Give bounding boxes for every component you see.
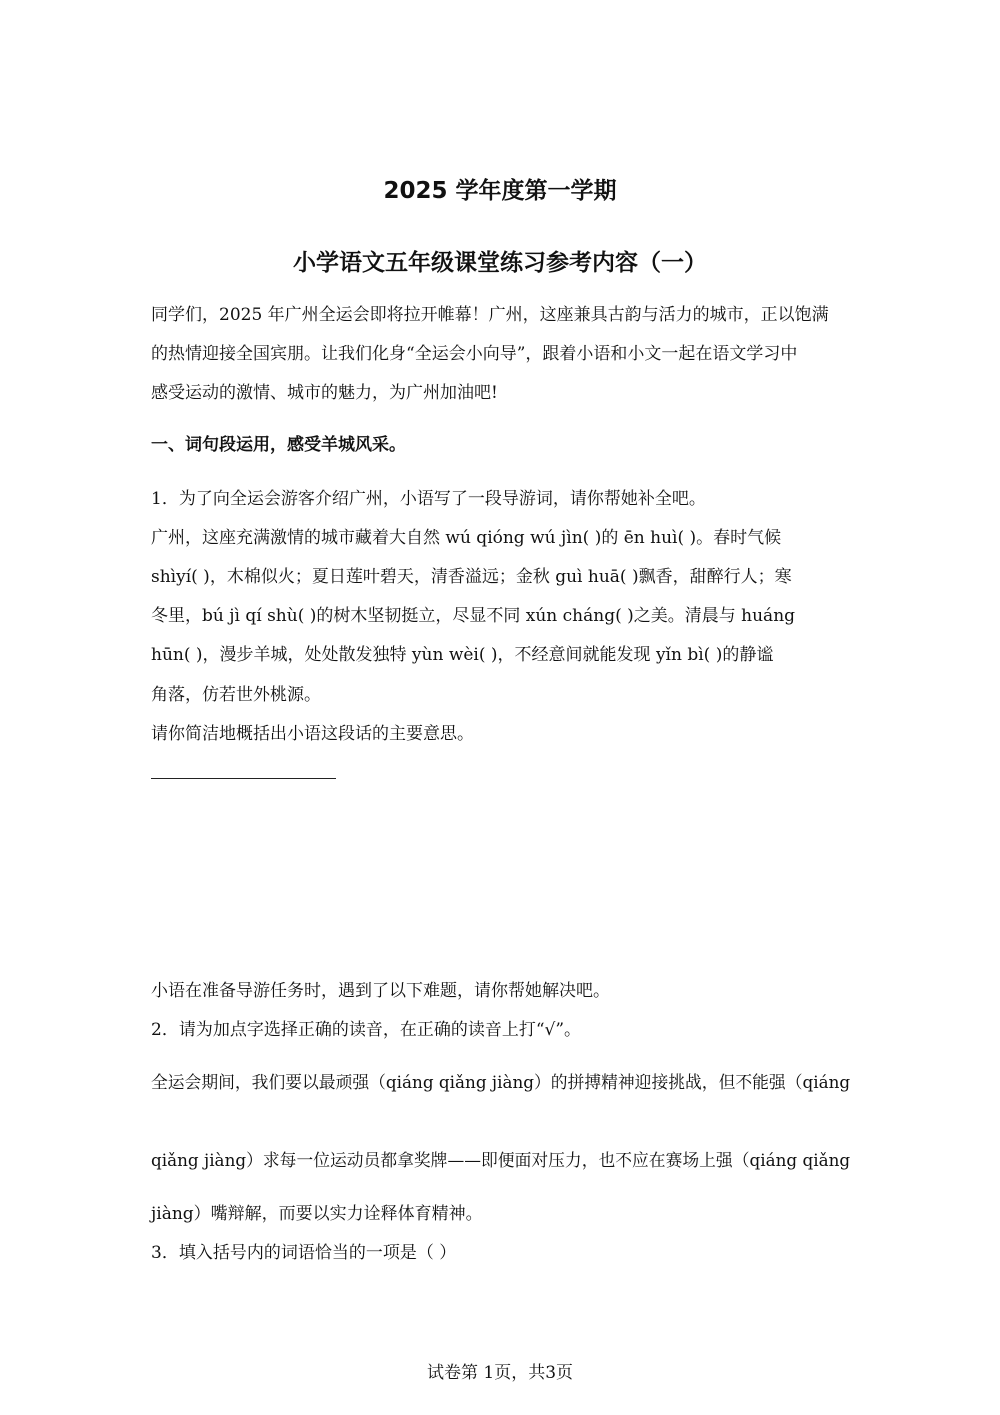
page-subtitle: 小学语文五年级课堂练习参考内容（一） xyxy=(293,250,707,276)
answer-line[interactable] xyxy=(151,778,336,779)
question-2-lead: 小语在准备导游任务时，遇到了以下难题，请你帮她解决吧。 xyxy=(151,981,610,1001)
intro-line-2: 的热情迎接全国宾朋。让我们化身“全运会小向导”，跟着小语和小文一起在语文学习中 xyxy=(151,344,798,364)
section-1-heading: 一、词句段运用，感受羊城风采。 xyxy=(151,435,406,455)
question-2-sentence-line-3: jiàng）嘴辩解，而要以实力诠释体育精神。 xyxy=(151,1204,483,1224)
intro-line-1: 同学们，2025 年广州全运会即将拉开帷幕！广州，这座兼具古韵与活力的城市，正以饱满 xyxy=(151,305,829,325)
page-footer: 试卷第 1页，共3页 xyxy=(426,1363,574,1383)
question-1-passage-line-2: shìyí( )，木棉似火；夏日莲叶碧天，清香溢远；金秋 guì huā( )飘香，甜醉行人；寒 xyxy=(151,567,792,587)
question-3-prompt: 3．填入括号内的词语恰当的一项是（ ） xyxy=(151,1243,457,1263)
intro-line-3: 感受运动的激情、城市的魅力，为广州加油吧! xyxy=(151,383,498,403)
question-1-passage-line-1: 广州，这座充满激情的城市藏着大自然 wú qióng wú jìn( )的 ēn huì( )。春时气候 xyxy=(151,528,782,548)
page-title: 2025 学年度第一学期 xyxy=(383,178,617,204)
question-2-sentence-line-1: 全运会期间，我们要以最顽强（qiáng qiǎng jiàng）的拼搏精神迎接挑战，但不能强（qiáng xyxy=(151,1073,851,1093)
question-2-prompt: 2．请为加点字选择正确的读音，在正确的读音上打“√”。 xyxy=(151,1020,582,1040)
question-1-summary-prompt: 请你简洁地概括出小语这段话的主要意思。 xyxy=(151,724,474,744)
question-1-prompt: 1．为了向全运会游客介绍广州，小语写了一段导游词，请你帮她补全吧。 xyxy=(151,489,706,509)
question-1-passage-line-5: 角落，仿若世外桃源。 xyxy=(151,685,321,705)
question-1-passage-line-3: 冬里，bú jì qí shù( )的树木坚韧挺立，尽显不同 xún cháng( )之美。清晨与 huáng xyxy=(151,606,796,626)
question-2-sentence-line-2: qiǎng jiàng）求每一位运动员都拿奖牌——即便面对压力，也不应在赛场上强（qiáng qiǎng xyxy=(151,1151,851,1171)
question-1-passage-line-4: hūn( )，漫步羊城，处处散发独特 yùn wèi( )，不经意间就能发现 yǐn bì( )的静谧 xyxy=(151,645,774,665)
